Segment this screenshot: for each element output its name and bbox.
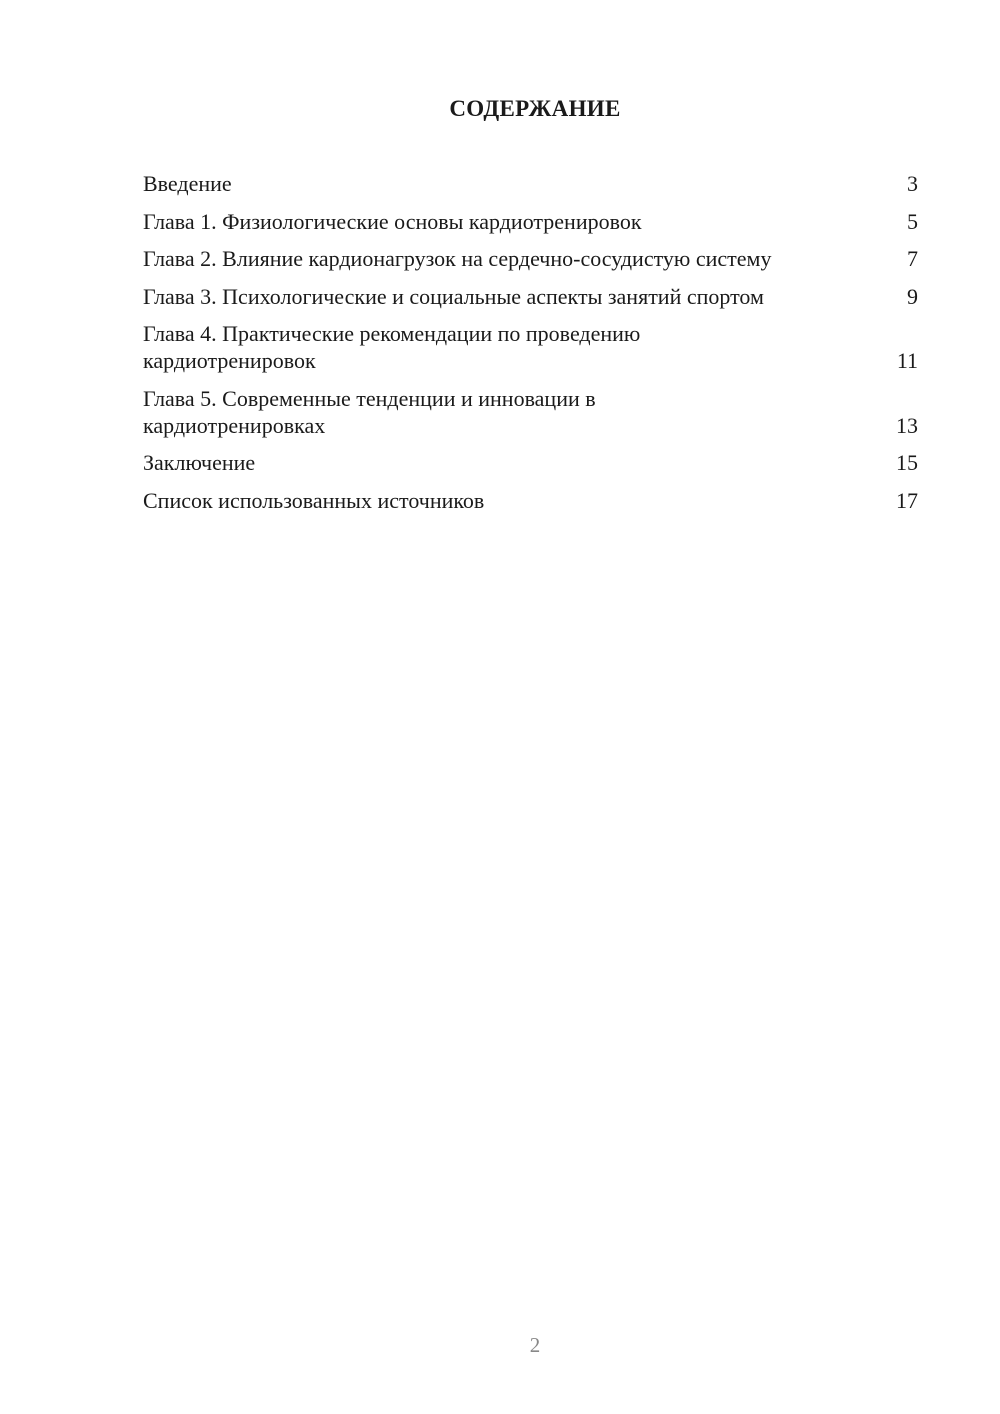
toc-entry-chapter-4[interactable] (143, 320, 918, 374)
toc-entry-chapter-2[interactable] (143, 245, 918, 272)
page-number: 2 (529, 1333, 541, 1357)
toc-entry-title: Глава 4. Практические рекомендации по проведению кардиотренировок (143, 321, 641, 373)
toc-entry-chapter-3[interactable] (143, 283, 918, 310)
toc-entry-chapter-5[interactable] (143, 385, 918, 439)
toc-entry-title: Список использованных источников (143, 487, 485, 513)
toc-entry-page: 17 (896, 487, 918, 513)
toc-entry-page: 15 (896, 450, 918, 475)
toc-entry-page: 13 (896, 412, 918, 438)
toc-entry-chapter-1[interactable] (143, 208, 918, 235)
toc-entry-references[interactable] (143, 487, 918, 514)
toc-entry-title: Заключение (143, 450, 256, 475)
table-of-contents (143, 170, 918, 524)
toc-entry-title: Глава 2. Влияние кардионагрузок на сердечно-сосудистую систему (143, 246, 772, 271)
toc-entry-page: 7 (907, 246, 918, 271)
toc-entry-title: Глава 3. Психологические и социальные аспекты занятий спортом (143, 283, 764, 309)
toc-entry-title: Глава 1. Физиологические основы кардиотренировок (143, 208, 642, 234)
toc-entry-page: 9 (907, 283, 918, 309)
toc-entry-page: 3 (907, 171, 918, 196)
toc-entry-conclusion[interactable] (143, 449, 918, 476)
toc-entry-introduction[interactable] (143, 170, 918, 197)
toc-entry-title: Глава 5. Современные тенденции и инновации в кардиотренировках (143, 385, 596, 438)
toc-entry-page: 5 (907, 208, 918, 234)
toc-entry-page: 11 (896, 348, 918, 373)
page-title: СОДЕРЖАНИЕ (449, 96, 621, 121)
toc-entry-title: Введение (143, 171, 232, 196)
